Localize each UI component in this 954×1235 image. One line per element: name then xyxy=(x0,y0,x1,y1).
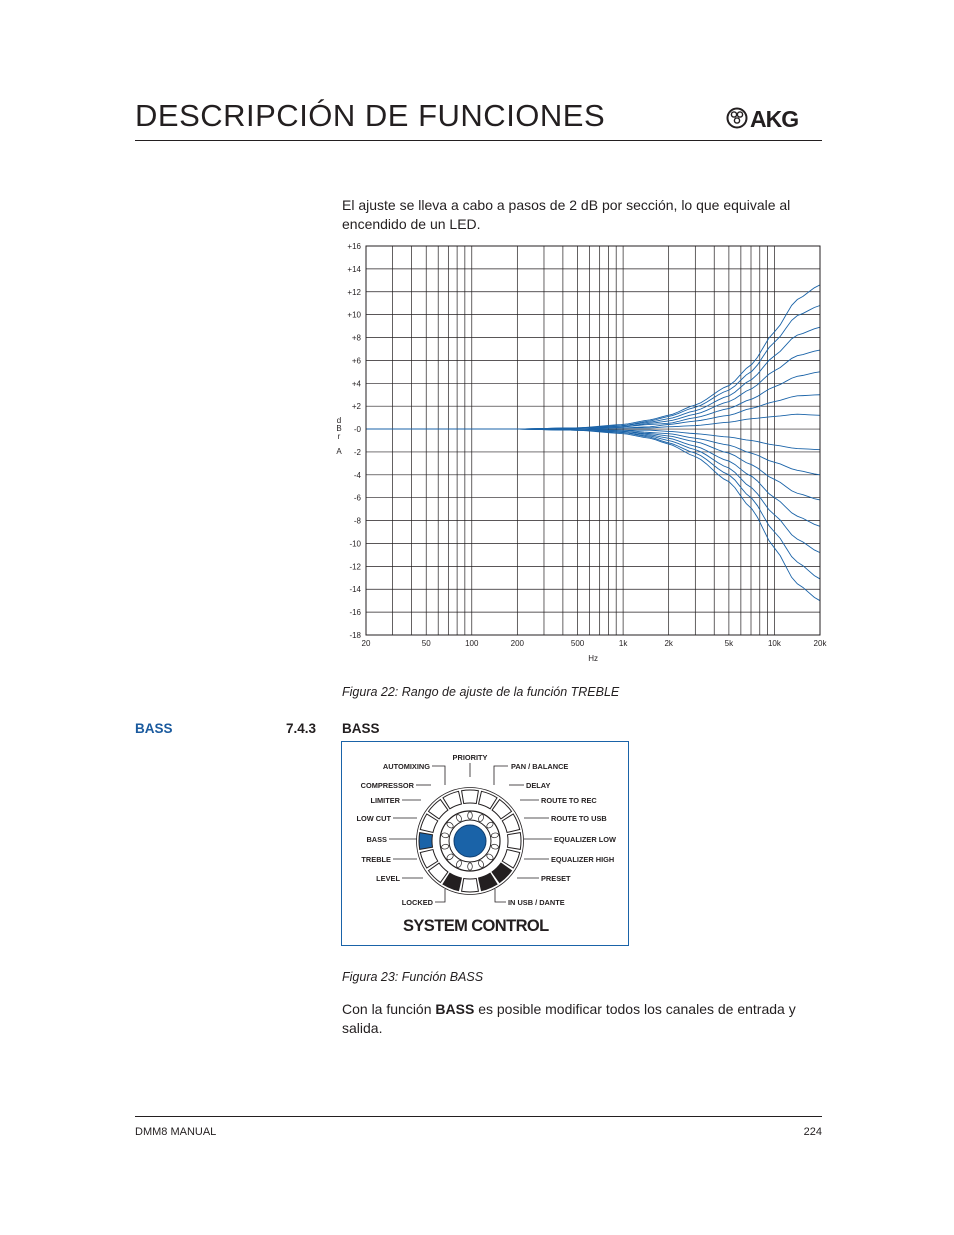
section-number: 7.4.3 xyxy=(286,721,317,736)
eq-curve xyxy=(366,429,820,526)
y-tick-label: -14 xyxy=(349,585,361,595)
eq-curve xyxy=(366,429,820,500)
y-tick-label: -0 xyxy=(353,425,361,435)
page-number: 224 xyxy=(803,1126,822,1138)
label-bass: BASS xyxy=(366,835,387,844)
y-axis-label-char: A xyxy=(336,447,342,457)
chart-series xyxy=(366,285,820,601)
eq-curve xyxy=(366,327,820,429)
label-locked: LOCKED xyxy=(401,898,433,907)
label-level: LEVEL xyxy=(376,874,400,883)
y-tick-label: +6 xyxy=(351,356,361,366)
system-control-panel xyxy=(341,741,629,946)
eq-curve xyxy=(366,429,820,579)
chart-y-ticks xyxy=(347,242,361,640)
y-tick-label: +12 xyxy=(347,287,361,297)
figure-22-caption: Figura 22: Rango de ajuste de la función TREBLE xyxy=(342,685,620,699)
knob-grip-notch xyxy=(468,812,473,819)
y-tick-label: +10 xyxy=(347,310,361,320)
body-bold-term: BASS xyxy=(435,1001,475,1017)
eq-curve xyxy=(366,429,820,553)
akg-logo xyxy=(726,104,824,132)
label-low-cut: LOW CUT xyxy=(356,814,391,823)
eq-curve xyxy=(366,372,820,429)
y-tick-label: -18 xyxy=(349,631,361,640)
y-axis-label-char: r xyxy=(337,432,341,442)
y-tick-label: -8 xyxy=(353,516,361,526)
body-paragraph xyxy=(342,1000,822,1038)
x-tick-label: 500 xyxy=(570,639,585,648)
label-automixing: AUTOMIXING xyxy=(382,762,430,771)
label-priority: PRIORITY xyxy=(452,753,488,762)
akg-logo-emblem xyxy=(728,109,747,128)
label-preset: PRESET xyxy=(541,874,571,883)
y-tick-label: -10 xyxy=(349,539,361,549)
label-equalizer-high: EQUALIZER HIGH xyxy=(551,855,615,864)
y-tick-label: +14 xyxy=(347,264,361,274)
treble-eq-chart xyxy=(330,238,830,668)
section-title: BASS xyxy=(342,721,380,736)
eq-curve xyxy=(366,285,820,429)
led-segment xyxy=(462,878,479,892)
label-in-usb-dante: IN USB / DANTE xyxy=(508,898,565,907)
eq-curve xyxy=(366,305,820,429)
label-treble: TREBLE xyxy=(361,855,391,864)
x-tick-label: 20k xyxy=(813,639,827,648)
eq-curve xyxy=(366,395,820,429)
eq-curve xyxy=(366,429,820,601)
label-limiter: LIMITER xyxy=(370,796,400,805)
label-delay: DELAY xyxy=(526,781,551,790)
x-tick-label: 10k xyxy=(767,639,781,648)
label-route-to-usb: ROUTE TO USB xyxy=(551,814,607,823)
footer-rule xyxy=(135,1116,822,1117)
x-tick-label: 20 xyxy=(361,639,371,648)
knob-grip-notch xyxy=(468,863,473,870)
x-tick-label: 200 xyxy=(510,639,525,648)
x-tick-label: 100 xyxy=(465,639,479,648)
figure-23-caption: Figura 23: Función BASS xyxy=(342,970,484,984)
page-title: DESCRIPCIÓN DE FUNCIONES xyxy=(135,98,606,133)
intro-paragraph: El ajuste se lleva a cabo a pasos de 2 dB por sección, lo que equivale al encendido de un LED. xyxy=(342,197,791,232)
label-route-to-rec: ROUTE TO REC xyxy=(541,796,597,805)
y-tick-label: -12 xyxy=(349,562,361,572)
system-control-title: SYSTEM CONTROL xyxy=(403,917,549,935)
y-tick-label: +8 xyxy=(351,333,361,343)
y-tick-label: -6 xyxy=(353,493,361,503)
chart-x-ticks xyxy=(362,639,828,648)
body-prefix: Con la función xyxy=(342,1001,436,1017)
x-tick-label: 2k xyxy=(664,639,673,648)
x-tick-label: 1k xyxy=(618,639,628,648)
y-tick-label: +2 xyxy=(351,402,361,412)
label-pan-balance: PAN / BALANCE xyxy=(511,762,569,771)
y-tick-label: -16 xyxy=(349,608,361,618)
y-tick-label: -4 xyxy=(353,470,361,480)
eq-curve xyxy=(366,350,820,429)
header-rule xyxy=(135,140,822,141)
x-axis-label: Hz xyxy=(588,654,599,663)
y-axis-label-char: B xyxy=(336,424,342,434)
led-segment xyxy=(419,833,433,850)
y-axis-label-char: d xyxy=(336,416,342,426)
label-equalizer-low: EQUALIZER LOW xyxy=(554,835,616,844)
x-tick-label: 5k xyxy=(724,639,734,648)
led-segment xyxy=(507,833,521,850)
y-axis-label xyxy=(336,416,342,456)
led-segment xyxy=(462,790,479,804)
akg-logo-text: AKG xyxy=(750,106,799,132)
body-suffix: es posible modificar todos los canales de entrada y salida. xyxy=(342,1001,796,1036)
y-tick-label: +4 xyxy=(351,379,361,389)
eq-curve xyxy=(366,429,820,450)
x-tick-label: 50 xyxy=(421,639,431,648)
section-sidehead: BASS xyxy=(135,721,173,736)
footer-manual-name: DMM8 MANUAL xyxy=(135,1126,217,1138)
rotary-encoder-knob[interactable] xyxy=(454,825,486,857)
y-tick-label: -2 xyxy=(353,447,361,457)
label-compressor: COMPRESSOR xyxy=(360,781,414,790)
y-tick-label: +16 xyxy=(347,242,361,251)
